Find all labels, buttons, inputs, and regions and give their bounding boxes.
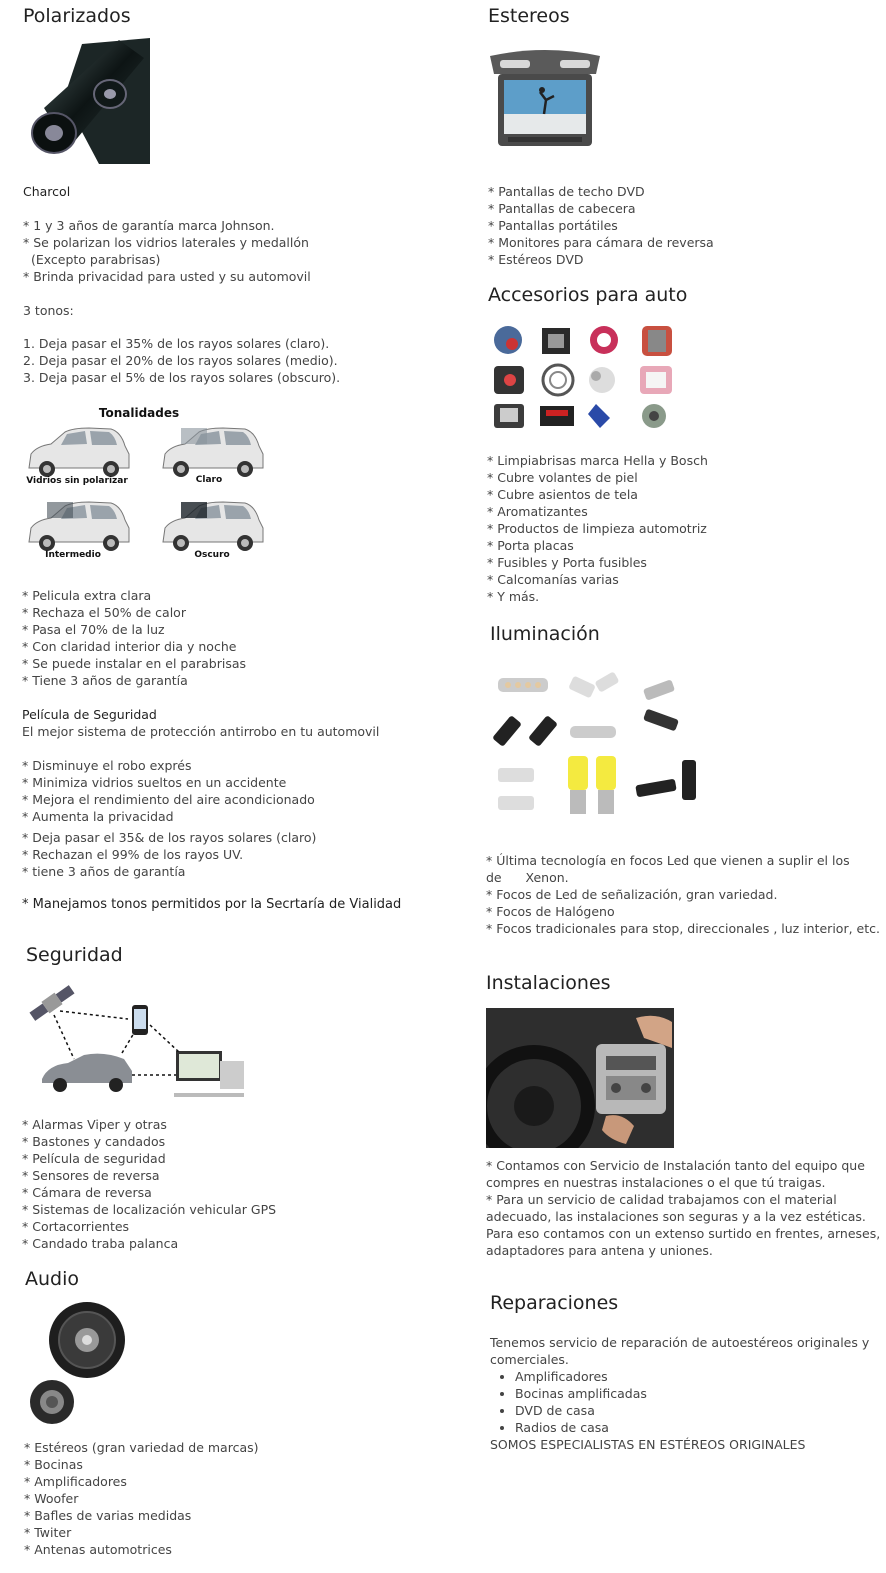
security-film-desc: El mejor sistema de protección antirrobo en tu automovil: [22, 724, 380, 739]
instalaciones-title: Instalaciones: [486, 972, 611, 994]
list-item: * tiene 3 años de garantía: [22, 864, 186, 879]
list-item: * Aromatizantes: [487, 504, 588, 519]
list-item: * Calcomanías varias: [487, 572, 619, 587]
list-item: • Radios de casa: [515, 1419, 869, 1436]
tint-film-roll-image: [24, 38, 150, 164]
seguridad-list: [22, 1116, 276, 1252]
paragraph-line: adecuado, las instalaciones son seguras y a la vez estéticas.: [486, 1209, 866, 1224]
list-item: • DVD de casa: [515, 1402, 869, 1419]
installation-photo: [486, 1008, 674, 1148]
list-item: * Disminuye el robo exprés: [22, 758, 192, 773]
accesorios-title: Accesorios para auto: [488, 284, 688, 306]
list-item: * Brinda privacidad para usted y su automovil: [23, 269, 311, 284]
tones-label: 3 tonos:: [23, 303, 74, 318]
list-item: * Película de seguridad: [22, 1151, 166, 1166]
list-item: 2. Deja pasar el 20% de los rayos solares (medio).: [23, 353, 338, 368]
tint-note: * Manejamos tonos permitidos por la Secrtaría de Vialidad: [22, 897, 402, 912]
list-item: * 1 y 3 años de garantía marca Johnson.: [23, 218, 275, 233]
list-item: * Woofer: [24, 1491, 79, 1506]
list-item: * Última tecnología en focos Led que vienen a suplir el los: [486, 853, 850, 868]
list-item: * Focos tradicionales para stop, direccionales , luz interior, etc.: [486, 921, 880, 936]
audio-title: Audio: [25, 1268, 80, 1290]
reparaciones-text: [490, 1334, 869, 1453]
iluminacion-title: Iluminación: [490, 623, 600, 645]
list-item: * Bafles de varias medidas: [24, 1508, 192, 1523]
estereos-list: [488, 183, 714, 268]
accessories-grid-image: [488, 322, 678, 434]
paragraph-line: * Contamos con Servicio de Instalación tanto del equipo que: [486, 1158, 865, 1173]
speakers-image: [24, 1300, 150, 1428]
list-item: * Candado traba palanca: [22, 1236, 179, 1251]
list-item: 3. Deja pasar el 5% de los rayos solares (obscuro).: [23, 370, 341, 385]
list-item: * Cámara de reversa: [22, 1185, 152, 1200]
list-item: * Bocinas: [24, 1457, 83, 1472]
paragraph-line: Tenemos servicio de reparación de autoestéreos originales y: [490, 1335, 870, 1350]
list-item: * Sistemas de localización vehicular GPS: [22, 1202, 277, 1217]
reparaciones-closing: SOMOS ESPECIALISTAS EN ESTÉREOS ORIGINALES: [490, 1437, 806, 1452]
security-film-title: Película de Seguridad: [22, 707, 157, 722]
list-item: * Pantallas de cabecera: [488, 201, 636, 216]
list-item: * Bastones y candados: [22, 1134, 166, 1149]
list-item: * Amplificadores: [24, 1474, 127, 1489]
list-item: * Alarmas Viper y otras: [22, 1117, 167, 1132]
paragraph-line: compres en nuestras instalaciones o el que tú traigas.: [486, 1175, 826, 1190]
list-item: * Focos de Halógeno: [486, 904, 615, 919]
list-item: * Rechazan el 99% de los rayos UV.: [22, 847, 244, 862]
list-item: * Pantallas de techo DVD: [488, 184, 645, 199]
list-item: * Rechaza el 50% de calor: [22, 605, 186, 620]
paragraph-line: adaptadores para antena y uniones.: [486, 1243, 713, 1258]
list-item: * Pelicula extra clara: [22, 588, 152, 603]
list-item: * Aumenta la privacidad: [22, 809, 174, 824]
reparaciones-list: [490, 1368, 869, 1436]
list-item: * Porta placas: [487, 538, 574, 553]
list-item: • Amplificadores: [515, 1368, 869, 1385]
list-item: * Pasa el 70% de la luz: [22, 622, 165, 637]
roof-dvd-screen-image: [488, 48, 602, 158]
list-item: * Con claridad interior dia y noche: [22, 639, 237, 654]
list-item: * Sensores de reversa: [22, 1168, 160, 1183]
list-item: * Minimiza vidrios sueltos en un accidente: [22, 775, 287, 790]
list-item: * Tiene 3 años de garantía: [22, 673, 188, 688]
tonalidad-label: Oscuro: [194, 550, 230, 560]
security-film-list: [22, 757, 315, 825]
list-item: * Cubre volantes de piel: [487, 470, 638, 485]
paragraph-line: * Para un servicio de calidad trabajamos con el material: [486, 1192, 837, 1207]
list-item: * Estéreos (gran variedad de marcas): [24, 1440, 259, 1455]
list-item: * Productos de limpieza automotriz: [487, 521, 707, 536]
tonalidad-label: Claro: [195, 475, 223, 485]
list-item: * Focos de Led de señalización, gran variedad.: [486, 887, 778, 902]
list-item: * Cortacorrientes: [22, 1219, 130, 1234]
list-item: * Deja pasar el 35& de los rayos solares (claro): [22, 830, 317, 845]
list-item: * Y más.: [487, 589, 540, 604]
list-item: * Cubre asientos de tela: [487, 487, 638, 502]
tonalidades-title: Tonalidades: [98, 406, 180, 420]
list-item: * Fusibles y Porta fusibles: [487, 555, 647, 570]
clear-film-list: [22, 587, 246, 689]
list-item: * Antenas automotrices: [24, 1542, 172, 1557]
list-item: * Estéreos DVD: [488, 252, 584, 267]
tonalidad-label: Vidrios sin polarizar: [26, 476, 128, 486]
polarizados-title: Polarizados: [23, 5, 131, 27]
list-item: 1. Deja pasar el 35% de los rayos solares (claro).: [23, 336, 330, 351]
list-item: * Se puede instalar en el parabrisas: [22, 656, 247, 671]
tones-list: [23, 335, 340, 386]
audio-list: [24, 1439, 259, 1558]
paragraph-line: comerciales.: [490, 1352, 569, 1367]
led-bulbs-image: [488, 664, 706, 832]
list-item: (Excepto parabrisas): [23, 252, 161, 267]
iluminacion-list: [486, 852, 880, 937]
gps-tracking-image: [24, 975, 246, 1105]
list-item: * Pantallas portátiles: [488, 218, 618, 233]
list-item: * Mejora el rendimiento del aire acondicionado: [22, 792, 315, 807]
list-item: * Se polarizan los vidrios laterales y medallón: [23, 235, 309, 250]
list-item: * Twiter: [24, 1525, 72, 1540]
list-item: • Bocinas amplificadas: [515, 1385, 869, 1402]
reparaciones-title: Reparaciones: [490, 1292, 619, 1314]
tonalidad-label: Intermedio: [45, 550, 101, 560]
instalaciones-text: [486, 1157, 880, 1259]
tonalidades-image: [21, 402, 268, 568]
list-item: * Limpiabrisas marca Hella y Bosch: [487, 453, 708, 468]
seguridad-title: Seguridad: [26, 944, 123, 966]
estereos-title: Estereos: [488, 5, 570, 27]
polarizados-subtitle: Charcol: [23, 184, 71, 199]
list-item: * Monitores para cámara de reversa: [488, 235, 714, 250]
accesorios-list: [487, 452, 708, 605]
polarizados-bullets: [23, 217, 311, 285]
paragraph-line: Para eso contamos con un extenso surtido en frentes, arneses,: [486, 1226, 881, 1241]
list-item: de Xenon.: [486, 870, 569, 885]
security-film-list-2: [22, 829, 316, 880]
